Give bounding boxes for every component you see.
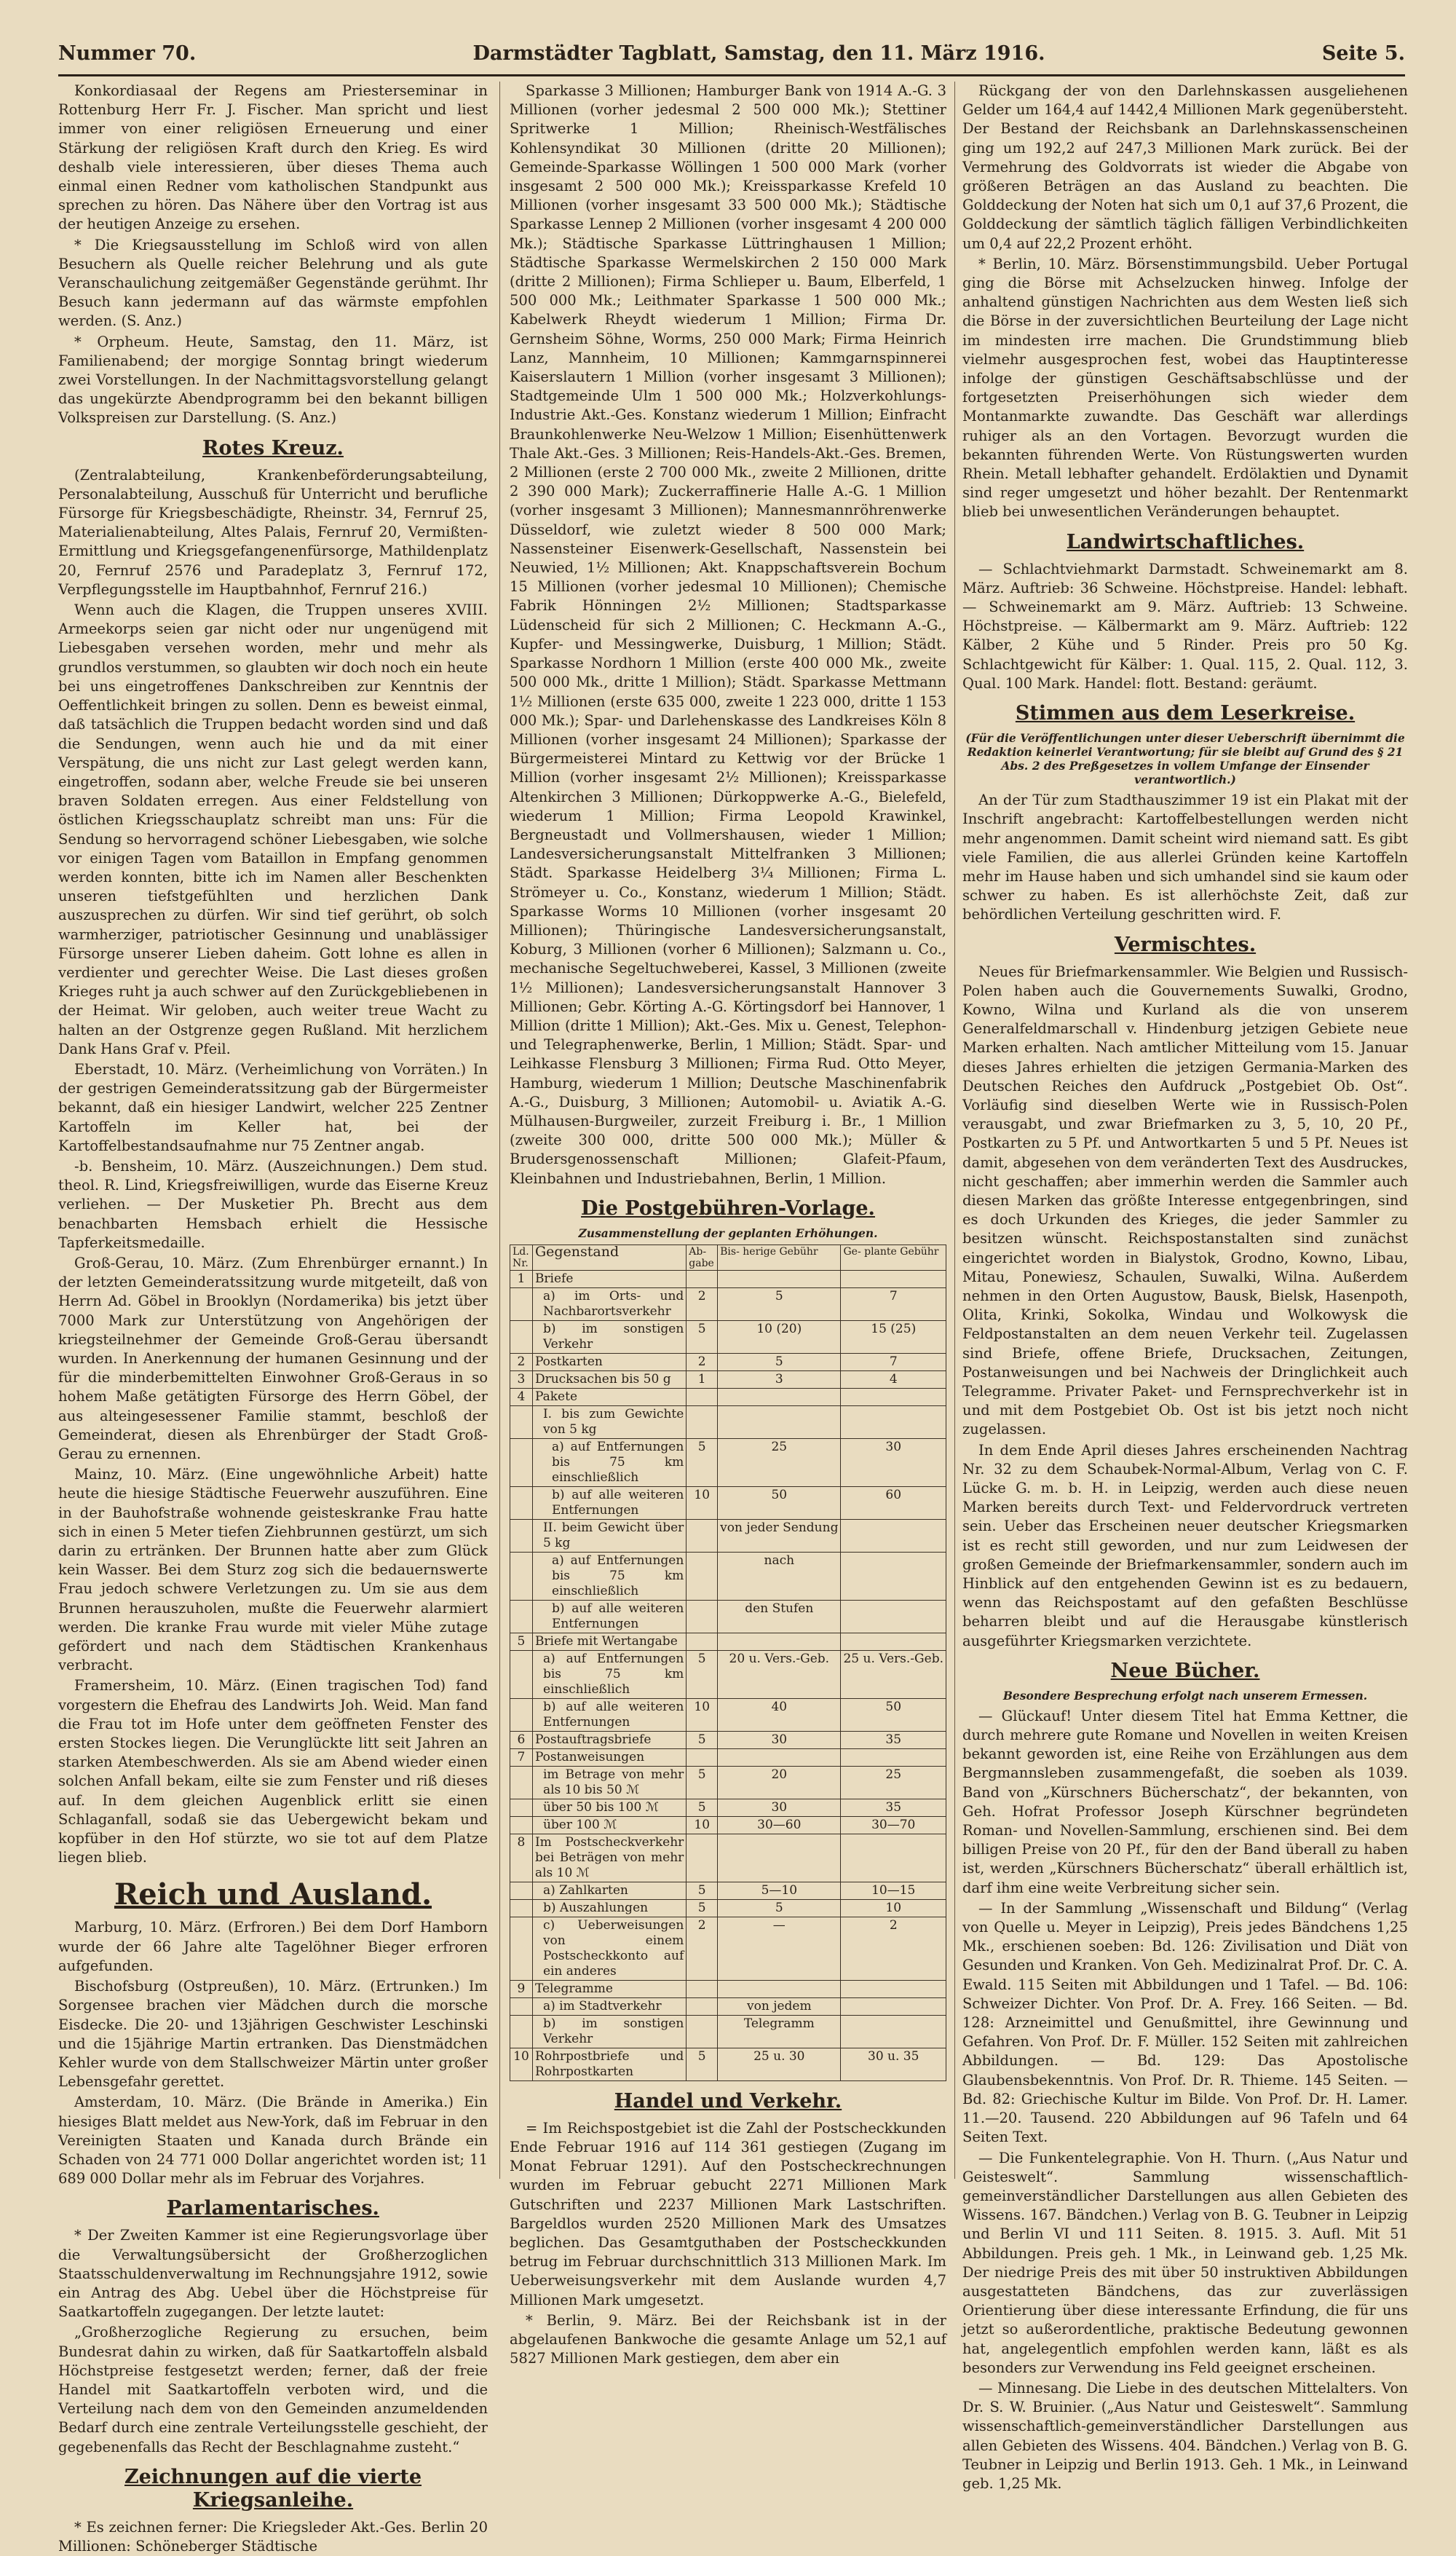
row-subject-cell: b) auf alle weiteren Entfernungen [532,1698,686,1731]
row-abgabe-cell: 2 [687,1353,718,1370]
row-geplant-cell: 35 [841,1731,946,1748]
table-row [510,1405,946,1438]
row-bisher-cell [718,1980,841,1997]
article-paragraph: In dem Ende April dieses Jahres erscheinenden Nachtrag Nr. 32 zu dem Schaubek-Normal-Album, Verlag von C. F. Lücke G. m. b. H. in Leipzig, werden auch diese neuen Marken bereits durch Text- und Feldervordruck vertreten sein. Ueber das Erscheinen neuer deutscher Kriegsmarken ist es recht still geworden, und nur zum Leidwesen der großen Gemeinde der Briefmarkensammler, sondern auch im Hinblick auf den entgehenden Gewinn ist es zu bedauern, wenn das Reichspostamt auf den gefaßten Beschlüsse beharren bleibt und auf die Herausgabe künstlerisch ausgeführter Kriegsmarken verzichtete. [962,1441,1408,1649]
row-bisher-cell [718,1405,841,1438]
table-row [510,1917,946,1980]
book-review: — Glückauf! Unter diesem Titel hat Emma Kettner, die durch mehrere gute Romane und Novellen in weiten Kreisen bekannt geworden ist, eine Reihe von Erzählungen aus dem Bergmannsleben zusammengefaßt, die soeben als 1039. Band von „Kürschners Bücherschatz“, der bekannten, von Geh. Hofrat Professor Joseph Kürschner begründeten Roman- und Novellen-Sammlung, erschienen sind. Bei dem billigen Preise von 20 Pf., für den der Band überall zu haben ist, werden „Kürschners Bücherschatz“ überall erhältlich ist, darf ihm eine weite Verbreitung sicher sein. [962,1707,1408,1896]
row-geplant-cell: 30—70 [841,1816,946,1834]
table-row [510,1270,946,1287]
article-paragraph: „Großherzogliche Regierung zu ersuchen, beim Bundesrat dahin zu wirken, daß für Saatkartoffeln alsbald Höchstpreise festgesetzt werden; ferner, daß der freie Handel mit Saatkartoffeln verboten wird, und die Verteilung nach dem von den Gemeinden anzumeldenden Bedarf durch eine zentrale Verteilungsstelle geschieht, der gegebenenfalls das Recht der Beschlagnahme zusteht.“ [58,2324,488,2456]
row-bisher-cell: 5 [718,1899,841,1917]
section-heading-rotes-kreuz: Rotes Kreuz. [202,436,344,459]
row-subject-cell: Postauftragsbriefe [532,1731,686,1748]
book-review: — In der Sammlung „Wissenschaft und Bildung“ (Verlag von Quelle u. Meyer in Leipzig), Preis jedes Bändchens 1,25 Mk., erschienen soeben: Bd. 126: Zivilisation und Diät von Gesunden und Kranken. Von Geh. Medizinalrat Prof. Dr. C. A. Ewald. 115 Seiten mit Abbildungen und 1 Tafel. — Bd. 106: Schweizer Dichter. Von Prof. Dr. A. Frey. 166 Seiten. — Bd. 128: Arzneimittel und Genußmittel, ihre Gewinnung und Gefahren. Von Prof. Dr. F. Müller. 152 Seiten mit zahlreichen Abbildungen. — Bd. 129: Das Apostolische Glaubensbekenntnis. Von Prof. Dr. R. Thieme. 145 Seiten. — Bd. 82: Griechische Kultur im Bilde. Von Prof. Dr. H. Lamer. 11.—20. Tausend. 220 Abbildungen auf 96 Tafeln und 64 Seiten Text. [962,1899,1408,2146]
row-abgabe-cell: 10 [687,1486,718,1519]
row-abgabe-cell: 5 [687,1766,718,1799]
row-abgabe-cell: 5 [687,1320,718,1353]
row-subject-cell: a) im Orts- und Nachbarortsverkehr [532,1287,686,1320]
row-number-cell: 1 [510,1270,533,1287]
row-abgabe-cell [687,1748,718,1766]
row-number-cell [510,1519,533,1552]
row-number-cell: 10 [510,2048,533,2080]
row-bisher-cell: 20 u. Vers.-Geb. [718,1650,841,1698]
row-bisher-cell: 30—60 [718,1816,841,1834]
row-geplant-cell: 30 u. 35 [841,2048,946,2080]
row-bisher-cell: 30 [718,1731,841,1748]
row-bisher-cell: 50 [718,1486,841,1519]
row-abgabe-cell [687,1405,718,1438]
table-row [510,1816,946,1834]
row-abgabe-cell [687,1552,718,1600]
row-subject-cell: a) auf Entfernungen bis 75 km einschließlich [532,1552,686,1600]
local-news-item: -b. Bensheim, 10. März. (Auszeichnungen.) Dem stud. theol. R. Lind, Kriegsfreiwilligen, wurde das Eiserne Kreuz verliehen. — Der Musketier Ph. Brecht aus dem benachbarten Hemsbach erhielt die Hessische Tapferkeitsmedaille. [58,1157,488,1251]
row-number-cell [510,2015,533,2048]
row-abgabe-cell [687,1519,718,1552]
local-news-item: Eberstadt, 10. März. (Verheimlichung von Vorräten.) In der gestrigen Gemeinderatssitzung gab der Bürgermeister bekannt, daß ein hiesiger Landwirt, welcher 225 Zentner Kartoffeln im Keller hat, bei der Kartoffelbestandsaufnahme nur 75 Zentner angab. [58,1060,488,1154]
row-number-cell [510,1600,533,1633]
postage-table-body [510,1270,946,2080]
local-news-item: Framersheim, 10. März. (Einen tragischen Tod) fand vorgestern die Ehefrau des Landwirts Joh. Weid. Man fand die Frau tot im Hofe unter dem geöffneten Fenster des ersten Stockes liegen. Die Verunglückte litt seit Jahren an starken Atembeschwerden. Als sie am Abend wieder einen solchen Anfall bekam, eilte sie zum Fenster und riß dieses auf. In dem gleichen Augenblick erlitt sie einen Schlaganfall, sodaß sie das Uebergewicht bekam und kopfüber in den Hof stürzte, wo sie tot auf dem Platze liegen blieb. [58,1677,488,1866]
row-subject-cell: im Betrage von mehr als 10 bis 50 ℳ [532,1766,686,1799]
article-paragraph: Neues für Briefmarkensammler. Wie Belgien und Russisch-Polen haben auch die Gouvernements Suwalki, Grodno, Kowno, Wilna und Kurland als die von unserem Generalfeldmarschall v. Hindenburg jetzigen Gebiete neue Marken erhalten. Nach amtlicher Mitteilung vom 15. Januar dieses Jahres erhielten die jetzigen Germania-Marken des Deutschen Reiches den Aufdruck „Postgebiet Ob. Ost“. Vorläufig sind dieselben Werte wie in Russisch-Polen verausgabt, und zwar Briefmarken zu 3, 5, 10, 20 Pf., Postkarten zu 5 Pf. und Antwortkarten 5 und 5 Pf. Neues ist damit, abgesehen von dem veränderten Text des Ausdruckes, nicht geschaffen; aber immerhin werden die Sammler auch diesen Marken das größte Interesse entgegenbringen, sind es doch Urkunden des Krieges, die jeder Sammler zu besitzen wünscht. Reichspostanstalten sind zunächst eingerichtet worden in Bialystok, Grodno, Kowno, Libau, Mitau, Ponewiesz, Schaulen, Suwalki, Wilna. Außerdem nehmen in den Orten Augustow, Bausk, Bielsk, Hasenpoth, Olita, Krinki, Sokolka, Windau und Wolkowysk die Feldpostanstalten an dem neuen Verkehr teil. Zugelassen sind Briefe, offene Briefe, Drucksachen, Zeitungen, Postanweisungen und bei Nachweis der Dringlichkeit auch Telegramme. Privater Paket- und Fernsprechverkehr ist in und mit dem Postgebiet Ob. Ost ist bis jetzt noch nicht zugelassen. [962,963,1408,1438]
row-number-cell: 5 [510,1633,533,1650]
row-subject-cell: b) auf alle weiteren Entfernungen [532,1600,686,1633]
table-row [510,2015,946,2048]
row-abgabe-cell [687,1600,718,1633]
col-header-bisher: Bis- herige Gebühr [718,1245,841,1270]
table-row [510,1370,946,1388]
table-row [510,1731,946,1748]
row-subject-cell: b) im sonstigen Verkehr [532,1320,686,1353]
row-number-cell: 9 [510,1980,533,1997]
row-subject-cell: a) Zahlkarten [532,1882,686,1899]
page-number: Seite 5. [1321,42,1405,65]
row-bisher-cell: — [718,1917,841,1980]
col-header-gegenstand: Gegenstand [532,1245,686,1270]
row-number-cell [510,1552,533,1600]
table-row [510,1552,946,1600]
row-subject-cell: Telegramme [532,1980,686,1997]
table-row [510,1766,946,1799]
row-subject-cell: Im Postscheckverkehr bei Beträgen von mehr als 10 ℳ [532,1834,686,1882]
article-paragraph: An der Tür zum Stadthauszimmer 19 ist ein Plakat mit der Inschrift angebracht: Kartoffelbestellungen werden nicht mehr angenommen. Damit scheint wird niemand satt. Es gibt viele Familien, die aus allerlei Gründen keine Kartoffeln mehr im Hause haben und sich umhandel sind sie kaum oder schwer zu haben. Es ist allerhöchste Zeit, daß zur behördlichen Verteilung geschritten wird. F. [962,792,1408,923]
row-number-cell: 3 [510,1370,533,1388]
row-geplant-cell [841,1388,946,1405]
row-geplant-cell [841,1633,946,1650]
row-geplant-cell [841,1270,946,1287]
table-row [510,1698,946,1731]
row-geplant-cell [841,1600,946,1633]
table-row [510,1834,946,1882]
row-bisher-cell: 20 [718,1766,841,1799]
row-geplant-cell: 25 [841,1766,946,1799]
row-subject-cell: Drucksachen bis 50 g [532,1370,686,1388]
row-abgabe-cell [687,1270,718,1287]
table-row [510,1997,946,2015]
article-paragraph: Wenn auch die Klagen, die Truppen unseres XVIII. Armeekorps seien gar nicht oder nur ungenügend mit Liebesgaben versehen worden, mehr und mehr als grundlos verstummen, so glaubten wir doch noch ein heute bei uns eingetroffenes Dankschreiben zur Kenntnis der Oeffentlichkeit bringen zu sollen. Denn es beweist einmal, daß tatsächlich die Truppen bedacht worden sind und daß die Sendungen, wenn auch hie und da mit einer Verspätung, die uns nicht zur Last gelegt werden kann, eingetroffen, sodann aber, welche Freude sie bei unseren braven Soldaten erregen. Aus einer Feldstellung von östlichen Kriegsschauplatz schreibt man uns: Für die Sendung so hervorragend schöner Liebesgaben, wie solche vor einigen Tagen vom Bataillon in Empfang genommen werden konnten, bitte ich im Namen aller Beschenkten unseren tiefstgefühlten und herzlichen Dank auszusprechen zu dürfen. Wir sind tief gerührt, ob solch warmherziger, patriotischer Gesinnung und unablässiger Fürsorge unserer Lieben daheim. Gott lohne es allen in verdienter und gerechter Weise. Die Last dieses großen Krieges ruht ja auch schwer auf den Zurückgebliebenen in der Heimat. Wir geloben, auch weiter treue Wacht zu halten an der Ostgrenze gegen Rußland. Mit herzlichem Dank Hans Graf v. Pfeil. [58,601,488,1057]
row-geplant-cell: 25 u. Vers.-Geb. [841,1650,946,1698]
row-subject-cell: I. bis zum Gewichte von 5 kg [532,1405,686,1438]
row-bisher-cell [718,1633,841,1650]
section-heading-parlamentarisches: Parlamentarisches. [167,2197,379,2220]
section-heading-handel: Handel und Verkehr. [614,2089,842,2113]
article-paragraph: * Es zeichnen ferner: Die Kriegsleder Akt.-Ges. Berlin 20 Millionen: Schöneberger Städtische [58,2518,488,2555]
table-row [510,1388,946,1405]
row-geplant-cell: 4 [841,1370,946,1388]
article-paragraph: Rückgang der von den Darlehnskassen ausgeliehenen Gelder um 164,4 auf 1442,4 Millionen Mark gegenübersteht. Der Bestand der Reichsbank an Darlehnskassenscheinen ging um 192,2 auf 247,3 Millionen Mark zurück. Bei der Vermehrung des Goldvorrats ist wieder die Abgabe von größeren Beträgen an das Ausland zu beachten. Die Golddeckung der Noten hat sich um 0,1 auf 37,6 Prozent, die Golddeckung der sämtlich täglich fälligen Verbindlichkeiten um 0,4 auf 22,2 Prozent erhöht. [962,82,1408,252]
section-heading-landwirtschaft: Landwirtschaftliches. [1066,530,1305,553]
row-geplant-cell [841,1997,946,2015]
row-number-cell: 2 [510,1353,533,1370]
row-subject-cell: über 100 ℳ [532,1816,686,1834]
row-geplant-cell: 30 [841,1438,946,1486]
issue-number: Nummer 70. [58,42,197,65]
row-subject-cell: b) im sonstigen Verkehr [532,2015,686,2048]
section-heading-neue-buecher: Neue Bücher. [1110,1659,1260,1682]
row-abgabe-cell: 5 [687,2048,718,2080]
disclaimer-note: (Für die Veröffentlichungen unter dieser Ueberschrift übernimmt die Redaktion keinerlei Verantwortung; für sie bleibt auf Grund des § 21 Abs. 2 des Preßgesetzes in vollem Umfange der Einsender verantwortlich.) [965,731,1405,787]
row-number-cell [510,1917,533,1980]
row-subject-cell: b) auf alle weiteren Entfernungen [532,1486,686,1519]
row-abgabe-cell [687,1980,718,1997]
table-row [510,1600,946,1633]
postage-table [510,1245,946,2081]
row-bisher-cell [718,1270,841,1287]
section-heading-postgebuehren: Die Postgebühren-Vorlage. [581,1196,875,1220]
row-number-cell [510,1766,533,1799]
row-subject-cell: über 50 bis 100 ℳ [532,1799,686,1816]
table-row [510,1799,946,1816]
news-item: Marburg, 10. März. (Erfroren.) Bei dem Dorf Hamborn wurde der 66 Jahre alte Tagelöhner Bieger erfroren aufgefunden. [58,1919,488,1974]
row-number-cell [510,1882,533,1899]
table-row [510,2048,946,2080]
row-number-cell: 8 [510,1834,533,1882]
row-subject-cell: II. beim Gewicht über 5 kg [532,1519,686,1552]
row-bisher-cell: den Stufen [718,1600,841,1633]
row-abgabe-cell: 2 [687,1287,718,1320]
row-abgabe-cell: 5 [687,1899,718,1917]
row-number-cell: 6 [510,1731,533,1748]
row-bisher-cell: 10 (20) [718,1320,841,1353]
table-row [510,1650,946,1698]
row-number-cell [510,1650,533,1698]
section-heading-zeichnungen: Zeichnungen auf die vierte Kriegsanleihe. [124,2465,422,2512]
row-bisher-cell: 5 [718,1353,841,1370]
row-bisher-cell [718,1834,841,1882]
row-geplant-cell: 7 [841,1287,946,1320]
row-abgabe-cell: 10 [687,1816,718,1834]
row-geplant-cell: 35 [841,1799,946,1816]
row-geplant-cell: 50 [841,1698,946,1731]
table-row [510,1486,946,1519]
row-number-cell [510,1899,533,1917]
book-review: — Minnesang. Die Liebe in des deutschen Mittelalters. Von Dr. S. W. Bruinier. („Aus Natur und Geisteswelt“. Sammlung wissenschaftlich-gemeinverständlicher Darstellungen aus allen Gebieten des Wissens. 404. Bändchen.) Verlag von B. G. Teubner in Leipzig und Berlin 1913. Geh. 1 Mk., in Leinwand geb. 1,25 Mk. [962,2379,1408,2492]
row-number-cell [510,1816,533,1834]
article-paragraph: * Der Zweiten Kammer ist eine Regierungsvorlage über die Verwaltungsübersicht der Großherzoglichen Staatsschuldenverwaltung im Rechnungsjahre 1912, sowie ein Antrag des Abg. Uebel über die Höchstpreise für Saatkartoffeln zugegangen. Der letzte lautet: [58,2227,488,2321]
table-row [510,1633,946,1650]
row-number-cell: 4 [510,1388,533,1405]
row-bisher-cell [718,1748,841,1766]
table-row [510,1980,946,1997]
row-bisher-cell: von jedem [718,1997,841,2015]
row-abgabe-cell: 1 [687,1370,718,1388]
row-abgabe-cell: 5 [687,1650,718,1698]
article-paragraph: * Orpheum. Heute, Samstag, den 11. März, ist Familienabend; der morgige Sonntag bringt wiederum zwei Vorstellungen. In der Nachmittagsvorstellung gelangt das ungekürzte Abendprogramm bei den bekannt billigen Volkspreisen zur Darstellung. (S. Anz.) [58,333,488,427]
local-news-item: Mainz, 10. März. (Eine ungewöhnliche Arbeit) hatte heute die hiesige Städtische Feuerwehr auszuführen. Eine in der Bauhofstraße wohnende geisteskranke Frau hatte sich in einen 5 Meter tiefen Ziehbrunnen gestürzt, um sich darin zu ertränken. Der Brunnen hatte aber zum Glück kein Wasser. Bei dem Sturz zog sich die bedauernswerte Frau jedoch schwere Verletzungen zu. Um sie aus dem Brunnen herauszuholen, mußte die Feuerwehr alarmiert werden. Die kranke Frau wurde mit vieler Mühe zutage gefördert und nach dem Städtischen Krankenhaus verbracht. [58,1466,488,1674]
row-geplant-cell [841,1405,946,1438]
row-bisher-cell [718,1388,841,1405]
section-note: Besondere Besprechung erfolgt nach unserem Ermessen. [1002,1688,1368,1703]
row-number-cell [510,1698,533,1731]
row-abgabe-cell: 2 [687,1917,718,1980]
article-paragraph: (Zentralabteilung, Krankenbeförderungsabteilung, Personalabteilung, Ausschuß für Unterricht und berufliche Fürsorge für Kriegsbeschädigte, Rheinstr. 34, Fernruf 25, Materialienabteilung, Altes Palais, Fernruf 20, Vermißten-Ermittlung und Kriegsgefangenenfürsorge, Mathildenplatz 20, Fernruf 2576 und Paradeplatz 3, Fernruf 172, Verpflegungsstelle im Hauptbahnhof, Fernruf 216.) [58,466,488,598]
row-number-cell [510,1287,533,1320]
row-subject-cell: Postanweisungen [532,1748,686,1766]
table-row [510,1882,946,1899]
table-row [510,1438,946,1486]
row-number-cell [510,1320,533,1353]
page-header [58,42,1405,76]
article-paragraph: Konkordiasaal der Regens am Priesterseminar in Rottenburg Herr Fr. J. Fischer. Man spricht und liest immer von einer religiösen Erneuerung und einer Stärkung der religiösen Kraft durch den Krieg. Es wird deshalb viele interessieren, über dieses Thema auch einmal einen Redner vom katholischen Standpunkt aus sprechen zu hören. Das Nähere über den Vortrag ist aus der heutigen Anzeige zu ersehen. [58,82,488,233]
row-geplant-cell [841,1748,946,1766]
row-geplant-cell [841,1980,946,1997]
article-paragraph: Sparkasse 3 Millionen; Hamburger Bank von 1914 A.-G. 3 Millionen (vorher jedesmal 2 500 000 Mk.); Stettiner Spritwerke 1 Million; Rheinisch-Westfälisches Kohlensyndikat 30 Millionen (dritte 20 Millionen); Gemeinde-Sparkasse Wöllingen 1 500 000 Mark (vorher insgesamt 2 500 000 Mk.); Kreissparkasse Krefeld 10 Millionen (vorher insgesamt 33 500 000 Mk.); Städtische Sparkasse Lennep 2 Millionen (vorher insgesamt 4 200 000 Mk.); Städtische Sparkasse Lüttringhausen 1 Million; Städtische Sparkasse Wermelskirchen 2 150 000 Mark (dritte 2 Millionen); Firma Schlieper u. Baum, Elberfeld, 1 500 000 Mk.; Leithmater Sparkasse 1 500 000 Mk.; Kabelwerk Rheydt wiederum 1 Million; Firma Dr. Gernsheim Söhne, Worms, 250 000 Mark; Firma Heinrich Lanz, Mannheim, 10 Millionen; Kammgarnspinnerei Kaiserslautern 1 Million (vorher insgesamt 3 Millionen); Stadtgemeinde Ulm 1 500 000 Mk.; Holzverkohlungs-Industrie Akt.-Ges. Konstanz wiederum 1 Million; Einfracht Braunkohlenwerke Neu-Welzow 1 Million; Eisenhüttenwerk Thale Akt.-Ges. 3 Millionen; Reis-Handels-Akt.-Ges. Bremen, 2 Millionen (erste 2 700 000 Mk., zweite 2 Millionen, dritte 2 390 000 Mark); Zuckerraffinerie Halle A.-G. 1 Million (vorher insgesamt 3 Millionen); Mannesmannröhrenwerke Düsseldorf, wie zuletzt wieder 8 500 000 Mark; Nassensteiner Eisenwerk-Gesellschaft, Nassenstein bei Neuwied, 1½ Millionen; Akt. Knappschaftsverein Bochum 15 Millionen (vorher jedesmal 10 Millionen); Chemische Fabrik Hönningen 2½ Millionen; Stadtsparkasse Lüdenscheid für sich 2 Millionen; C. Heckmann A.-G., Kupfer- und Messingwerke, Duisburg, 1 Million; Städt. Sparkasse Nordhorn 1 Million (erste 400 000 Mk., zweite 500 000 Mk., dritte 1 Million); Städt. Sparkasse Mettmann 1½ Millionen (erste 635 000, zweite 1 223 000, dritte 1 153 000 Mk.); Spar- und Darlehenskasse des Landkreises Köln 8 Millionen (vorher insgesamt 24 Millionen); Sparkasse der Bürgermeisterei Mintard zu Kettwig vor der Brücke 1 Million (vorher insgesamt 2½ Millionen); Kreissparkasse Altenkirchen 3 Millionen; Dürkoppwerke A.-G., Bielefeld, wiederum 1 Million; Firma Leopold Krawinkel, Bergneustadt und Vollmershausen, wieder 1 Million; Landesversicherungsanstalt Mittelfranken 3 Millionen; Städt. Sparkasse Heidelberg 3¼ Millionen; Firma L. Strömeyer u. Co., Konstanz, wiederum 1 Million; Städt. Sparkasse Worms 10 Millionen (vorher insgesamt 20 Millionen); Thüringische Landesversicherungsanstalt, Koburg, 3 Millionen (vorher 6 Millionen); Salzmann u. Co., mechanische Segeltuchweberei, Kassel, 3 Millionen (zweite 1½ Millionen); Landesversicherungsanstalt Hannover 3 Millionen; Gebr. Körting A.-G. Körtingsdorf bei Hannover, 1 Million (dritte 1 Million); Akt.-Ges. Mix u. Genest, Telephon- und Telegraphenwerke, Berlin, 1 Million; Städt. Spar- und Leihkasse Flensburg 3 Millionen; Firma Rud. Otto Meyer, Hamburg, wiederum 1 Million; Deutsche Maschinenfabrik A.-G., Duisburg, 3 Millionen; Automobil- u. Aviatik A.-G. Mülhausen-Burgweiler, zurzeit Freiburg i. Br., 1 Million (zweite 300 000, dritte 500 000 Mk.); Müller & Brudersgenossenschaft Millionen; Glafeit-Pfaum, Kleinbahnen und Industriebahnen, Berlin, 1 Million. [510,82,946,1187]
row-number-cell [510,1405,533,1438]
row-bisher-cell: 25 u. 30 [718,2048,841,2080]
row-bisher-cell: 5—10 [718,1882,841,1899]
row-abgabe-cell: 5 [687,1799,718,1816]
row-bisher-cell: 30 [718,1799,841,1816]
table-row [510,1287,946,1320]
row-subject-cell: a) im Stadtverkehr [532,1997,686,2015]
row-subject-cell: Postkarten [532,1353,686,1370]
row-geplant-cell: 15 (25) [841,1320,946,1353]
row-abgabe-cell: 5 [687,1438,718,1486]
row-subject-cell: c) Ueberweisungen von einem Postscheckkonto auf ein anderes [532,1917,686,1980]
row-geplant-cell: 10 [841,1899,946,1917]
masthead-title: Darmstädter Tagblatt, Samstag, den 11. März 1916. [472,42,1045,65]
row-abgabe-cell [687,1633,718,1650]
row-number-cell [510,1438,533,1486]
article-paragraph: * Berlin, 10. März. Börsenstimmungsbild. Ueber Portugal ging die Börse mit Achselzucken hinweg. Infolge der anhaltend günstigen Nachrichten aus dem Westen ließ sich die Börse in der zuversichtlichen Beurteilung der Lage nicht im mindesten irre machen. Die Grundstimmung blieb vielmehr ausgesprochen fest, wobei das Hauptinteresse infolge der günstigen Geschäftsabschlüsse und der fortgesetzten Preiserhöhungen sich wieder dem Montanmarkte zuwandte. Das Geschäft war allerdings ruhiger als an den Vortagen. Bevorzugt wurden die bekannten führenden Werte. Von Rüstungswerten wurden Rhein. Metall lebhafter gehandelt. Erdölaktien und Dynamit sind reger umgesetzt und höher bezahlt. Der Rentenmarkt blieb bei unwesentlichen Veränderungen behauptet. [962,255,1408,521]
book-review: — Die Funkentelegraphie. Von H. Thurn. („Aus Natur und Geisteswelt“. Sammlung wissenschaftlich-gemeinverständlicher Darstellungen aus allen Gebieten des Wissens. 167. Bändchen.) Verlag von B. G. Teubner in Leipzig und Berlin VI und 111 Seiten. 8. 1915. 3. Aufl. Mit 51 Abbildungen. Preis geh. 1 Mk., in Leinwand geb. 1,25 Mk. Der niedrige Preis des mit über 50 instruktiven Abbildungen ausgestatteten Bändchens, das zur zuverlässigen Orientierung über diese interessante Erfindung, die für uns jetzt so außerordentliche, praktische Bedeutung gewonnen hat, angelegentlich empfohlen werden kann, läßt es als besonders zur Verwendung ins Feld geeignet erscheinen. [962,2149,1408,2376]
row-abgabe-cell: 5 [687,1731,718,1748]
row-number-cell [510,1997,533,2015]
row-subject-cell: a) auf Entfernungen bis 75 km einschließlich [532,1438,686,1486]
row-abgabe-cell [687,2015,718,2048]
table-row [510,1899,946,1917]
column-rule [499,82,500,2179]
row-subject-cell: b) Auszahlungen [532,1899,686,1917]
article-paragraph: * Die Kriegsausstellung im Schloß wird von allen Besuchern als Quelle reicher Belehrung und als gute Veranschaulichung zeitgemäßer Gegenstände gerühmt. Ihr Besuch kann jedermann auf das wärmste empfohlen werden. (S. Anz.) [58,236,488,330]
row-bisher-cell: nach [718,1552,841,1600]
column-2 [510,82,946,2367]
row-geplant-cell: 10—15 [841,1882,946,1899]
row-geplant-cell: 60 [841,1486,946,1519]
row-bisher-cell: 3 [718,1370,841,1388]
row-geplant-cell [841,1552,946,1600]
row-subject-cell: Briefe [532,1270,686,1287]
article-paragraph: * Berlin, 9. März. Bei der Reichsbank ist in der abgelaufenen Bankwoche die gesamte Anlage um 52,1 auf 5827 Millionen Mark gestiegen, dem aber ein [510,2311,946,2367]
news-item: Amsterdam, 10. März. (Die Brände in Amerika.) Ein hiesiges Blatt meldet aus New-York, daß im Februar in den Vereinigten Staaten und Kanada durch Brände ein Schaden von 24 771 000 Dollar angerichtet worden ist; 11 689 000 Dollar mehr als im Februar des Vorjahres. [58,2094,488,2188]
section-heading-reich: Reich und Ausland. [114,1877,432,1912]
row-abgabe-cell: 10 [687,1698,718,1731]
article-paragraph: — Schlachtviehmarkt Darmstadt. Schweinemarkt am 8. März. Auftrieb: 36 Schweine. Höchstpreise. Handel: lebhaft. — Schweinemarkt am 9. März. Auftrieb: 13 Schweine. Höchstpreise. — Kälbermarkt am 9. März. Auftrieb: 122 Kälber, 2 Kühe und 5 Rinder. Preis pro 50 Kg. Schlachtgewicht für Kälber: 1. Qual. 115, 2. Qual. 112, 3. Qual. 100 Mark. Handel: flott. Bestand: geräumt. [962,560,1408,692]
row-number-cell [510,1486,533,1519]
row-geplant-cell [841,1519,946,1552]
row-subject-cell: Pakete [532,1388,686,1405]
row-geplant-cell: 7 [841,1353,946,1370]
row-geplant-cell [841,1834,946,1882]
row-bisher-cell: von jeder Sendung [718,1519,841,1552]
row-abgabe-cell [687,1997,718,2015]
article-paragraph: = Im Reichspostgebiet ist die Zahl der Postscheckkunden Ende Februar 1916 auf 114 361 gestiegen (Zugang im Monat Februar 1291). Auf den Postscheckrechnungen wurden im Februar gebucht 2271 Millionen Mark Gutschriften und 2237 Millionen Mark Lastschriften. Bargeldlos wurden 2520 Millionen Mark des Umsatzes beglichen. Das Gesamtguthaben der Postscheckkunden betrug im Februar durchschnittlich 313 Millionen Mark. Im Ueberweisungsverkehr mit dem Auslande wurden 4,7 Millionen Mark umgesetzt. [510,2119,946,2308]
table-subtitle: Zusammenstellung der geplanten Erhöhungen. [578,1226,878,1240]
row-subject-cell: Rohrpostbriefe und Rohrpostkarten [532,2048,686,2080]
table-row [510,1320,946,1353]
column-1 [58,82,488,2555]
local-news-item: Groß-Gerau, 10. März. (Zum Ehrenbürger ernannt.) In der letzten Gemeinderatssitzung wurde mitgeteilt, daß von Herrn Ad. Göbel in Brooklyn (Nordamerika) bis jetzt über 7000 Mark zur Unterstützung von Angehörigen der kriegsteilnehmer der Gemeinde Groß-Gerau übersandt wurden. In Anerkennung der humanen Gesinnung und der für die minderbemittelten Einwohner Groß-Geraus in so hohem Maße getätigten Fürsorge des Herrn Göbel, der aus alteingesessener Familie stammt, beschloß der Gemeinderat, diesen als Ehrenbürger der Stadt Groß-Gerau zu ernennen. [58,1254,488,1463]
table-row [510,1519,946,1552]
row-bisher-cell: 5 [718,1287,841,1320]
section-heading-vermischtes: Vermischtes. [1114,933,1257,956]
table-row [510,1748,946,1766]
table-row [510,1353,946,1370]
col-header-geplant: Ge- plante Gebühr [841,1245,946,1270]
row-abgabe-cell [687,1388,718,1405]
section-heading-leserkreise: Stimmen aus dem Leserkreise. [1015,702,1356,725]
row-abgabe-cell: 5 [687,1882,718,1899]
row-abgabe-cell [687,1834,718,1882]
row-geplant-cell [841,2015,946,2048]
row-bisher-cell: Telegramm [718,2015,841,2048]
col-header-abgabe: Ab- gabe [687,1245,718,1270]
row-geplant-cell: 2 [841,1917,946,1980]
row-subject-cell: Briefe mit Wertangabe [532,1633,686,1650]
col-header-nr: Ld. Nr. [510,1245,533,1270]
news-item: Bischofsburg (Ostpreußen), 10. März. (Ertrunken.) Im Sorgensee brachen vier Mädchen durch die morsche Eisdecke. Die 20- und 13jährigen Geschwister Leschinski und die 15jährige Martin ertranken. Das Dienstmädchen Kehler wurde von dem Stallschweizer Märtin unter großer Lebensgefahr gerettet. [58,1978,488,2091]
row-number-cell [510,1799,533,1816]
row-number-cell: 7 [510,1748,533,1766]
row-bisher-cell: 25 [718,1438,841,1486]
row-subject-cell: a) auf Entfernungen bis 75 km einschließlich [532,1650,686,1698]
column-rule [954,82,955,2179]
column-3 [962,82,1408,2492]
row-bisher-cell: 40 [718,1698,841,1731]
